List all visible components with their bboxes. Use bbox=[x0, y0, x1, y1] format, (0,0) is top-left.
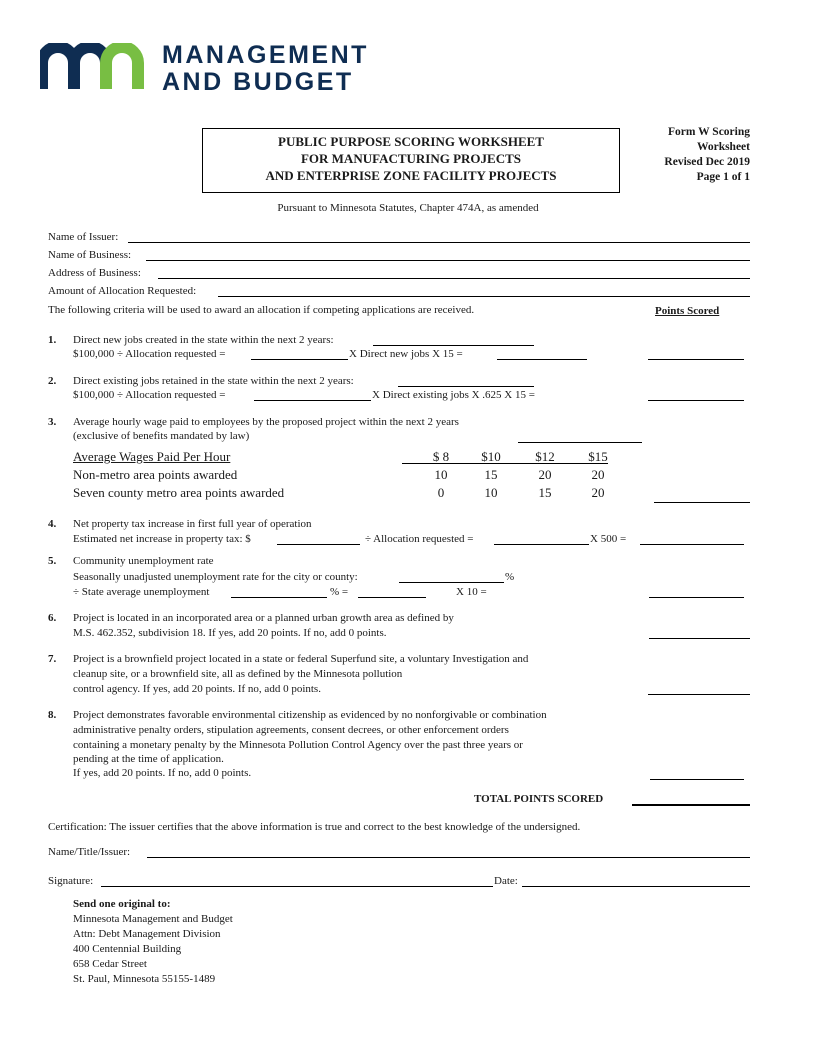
item-1-new-jobs-line[interactable] bbox=[373, 345, 534, 346]
title-line-2: FOR MANUFACTURING PROJECTS bbox=[300, 151, 522, 166]
send-line-1: Minnesota Management and Budget bbox=[73, 913, 233, 925]
statute-reference: Pursuant to Minnesota Statutes, Chapter 474A, as amended bbox=[277, 202, 539, 214]
item-8-text-3: containing a monetary penalty by the Minnesota Pollution Control Agency over the past three years or bbox=[73, 739, 523, 751]
item-8-number: 8. bbox=[48, 709, 57, 721]
criteria-intro: The following criteria will be used to award an allocation if competing applications are received. bbox=[48, 304, 475, 316]
business-input-line[interactable] bbox=[146, 260, 750, 261]
wage-col-3: $12 bbox=[535, 449, 555, 464]
mn-logo-icon bbox=[40, 43, 150, 91]
allocation-input-line[interactable] bbox=[218, 296, 750, 297]
item-6-text: Project is located in an incorporated area or a planned urban growth area as defined by bbox=[73, 612, 454, 624]
item-7-number: 7. bbox=[48, 653, 57, 665]
wage-row-2-label: Seven county metro area points awarded bbox=[73, 485, 285, 500]
item-1-points-line[interactable] bbox=[648, 359, 744, 360]
item-5-text: Community unemployment rate bbox=[73, 555, 214, 567]
item-8-text-5: If yes, add 20 points. If no, add 0 points. bbox=[73, 767, 252, 779]
item-5-points-line[interactable] bbox=[649, 597, 744, 598]
item-2-points-line[interactable] bbox=[648, 400, 744, 401]
item-1-formula-b: X Direct new jobs X 15 = bbox=[349, 348, 463, 360]
item-8-points-line[interactable] bbox=[650, 779, 744, 780]
item-4-formula-c: X 500 = bbox=[590, 533, 627, 545]
item-5-state-rate-line[interactable] bbox=[231, 597, 327, 598]
item-7-text: Project is a brownfield project located in a state or federal Superfund site, a voluntary Investigation and bbox=[73, 653, 529, 665]
form-id-line-2: Worksheet bbox=[696, 141, 750, 153]
item-3-number: 3. bbox=[48, 416, 57, 428]
issuer-input-line[interactable] bbox=[128, 242, 750, 243]
item-8-text: Project demonstrates favorable environmental citizenship as evidenced by no nonforgivable or combination bbox=[73, 709, 547, 721]
item-3-wage-line[interactable] bbox=[518, 442, 642, 443]
item-4-formula-a: Estimated net increase in property tax: $ bbox=[73, 533, 251, 545]
send-line-2: Attn: Debt Management Division bbox=[73, 928, 221, 940]
certification-text: Certification: The issuer certifies that the above information is true and correct to the best knowledge of the undersigned. bbox=[48, 821, 581, 833]
item-8-text-2: administrative penalty orders, stipulation agreements, consent decrees, or other enforcement orders bbox=[73, 724, 509, 736]
item-1-number: 1. bbox=[48, 334, 57, 346]
total-points-label: TOTAL POINTS SCORED bbox=[474, 793, 604, 805]
item-4-points-line[interactable] bbox=[640, 544, 744, 545]
item-1-formula-a: $100,000 ÷ Allocation requested = bbox=[73, 348, 226, 360]
item-2-formula-b: X Direct existing jobs X .625 X 15 = bbox=[372, 389, 535, 401]
send-line-3: 400 Centennial Building bbox=[73, 943, 182, 955]
wage-row-1-val-4: 20 bbox=[591, 467, 605, 482]
item-6-text-2: M.S. 462.352, subdivision 18. If yes, add 20 points. If no, add 0 points. bbox=[73, 627, 387, 639]
item-5-number: 5. bbox=[48, 555, 57, 567]
name-title-label: Name/Title/Issuer: bbox=[48, 846, 131, 858]
allocation-label: Amount of Allocation Requested: bbox=[48, 285, 197, 297]
wage-row-1-val-1: 10 bbox=[434, 467, 448, 482]
item-1-ratio-line[interactable] bbox=[251, 359, 348, 360]
wage-col-1: $ 8 bbox=[432, 449, 450, 464]
item-5-formula-a: Seasonally unadjusted unemployment rate for the city or county: bbox=[73, 571, 358, 583]
item-4-number: 4. bbox=[48, 518, 57, 530]
item-7-text-2: cleanup site, or a brownfield site, all as defined by the Minnesota pollution bbox=[73, 668, 403, 680]
item-2-text: Direct existing jobs retained in the state within the next 2 years: bbox=[73, 375, 354, 387]
total-points-line[interactable] bbox=[632, 804, 750, 806]
title-line-1: PUBLIC PURPOSE SCORING WORKSHEET bbox=[278, 134, 544, 149]
date-label: Date: bbox=[494, 875, 518, 887]
form-id-line-1: Form W Scoring bbox=[668, 126, 750, 138]
logo-wordmark bbox=[162, 42, 369, 96]
title-line-3: AND ENTERPRISE ZONE FACILITY PROJECTS bbox=[265, 168, 557, 183]
item-2-ratio-line[interactable] bbox=[254, 400, 371, 401]
address-label: Address of Business: bbox=[48, 267, 141, 279]
item-3-text: Average hourly wage paid to employees by the proposed project within the next 2 years bbox=[73, 416, 459, 428]
send-line-5: St. Paul, Minnesota 55155-1489 bbox=[73, 973, 216, 985]
date-line[interactable] bbox=[522, 886, 750, 887]
item-2-existing-jobs-line[interactable] bbox=[398, 386, 534, 387]
item-6-number: 6. bbox=[48, 612, 57, 624]
wage-row-1-val-2: 15 bbox=[484, 467, 498, 482]
wage-row-2-val-1: 0 bbox=[437, 485, 445, 500]
wage-row-2-val-4: 20 bbox=[591, 485, 605, 500]
item-3-text-2: (exclusive of benefits mandated by law) bbox=[73, 430, 250, 442]
points-scored-header: Points Scored bbox=[655, 305, 720, 317]
name-title-input-line[interactable] bbox=[147, 857, 750, 858]
item-1-text: Direct new jobs created in the state within the next 2 years: bbox=[73, 334, 334, 346]
issuer-label: Name of Issuer: bbox=[48, 231, 119, 243]
send-line-4: 658 Cedar Street bbox=[73, 958, 147, 970]
form-title-box bbox=[202, 128, 620, 193]
item-4-formula-b: ÷ Allocation requested = bbox=[365, 533, 474, 545]
business-label: Name of Business: bbox=[48, 249, 132, 261]
item-5-formula-d: X 10 = bbox=[456, 586, 487, 598]
item-8-text-4: pending at the time of application. bbox=[73, 753, 224, 765]
logo-line-1: MANAGEMENT bbox=[162, 41, 369, 69]
send-heading: Send one original to: bbox=[73, 898, 171, 910]
item-7-points-line[interactable] bbox=[648, 694, 750, 695]
item-6-points-line[interactable] bbox=[649, 638, 750, 639]
item-4-tax-line[interactable] bbox=[277, 544, 360, 545]
item-5-ratio-line[interactable] bbox=[358, 597, 426, 598]
wage-row-1-val-3: 20 bbox=[538, 467, 552, 482]
item-5-formula-b: ÷ State average unemployment bbox=[73, 586, 210, 598]
form-identifier bbox=[664, 125, 750, 185]
wage-row-1-label: Non-metro area points awarded bbox=[73, 467, 238, 482]
form-id-revision: Revised Dec 2019 bbox=[664, 156, 750, 168]
item-5-percent: % bbox=[505, 571, 515, 583]
wage-col-2: $10 bbox=[481, 449, 501, 464]
wage-row-2-val-3: 15 bbox=[538, 485, 552, 500]
signature-line[interactable] bbox=[101, 886, 493, 887]
item-5-formula-c: % = bbox=[330, 586, 349, 598]
wage-row-2-val-2: 10 bbox=[484, 485, 498, 500]
address-input-line[interactable] bbox=[158, 278, 750, 279]
form-id-page: Page 1 of 1 bbox=[696, 171, 750, 183]
item-4-text: Net property tax increase in first full year of operation bbox=[73, 518, 312, 530]
wage-table-header: Average Wages Paid Per Hour bbox=[73, 449, 231, 464]
logo-line-2: AND BUDGET bbox=[162, 68, 354, 96]
item-4-ratio-line[interactable] bbox=[494, 544, 589, 545]
wage-col-4: $15 bbox=[588, 449, 608, 464]
item-2-number: 2. bbox=[48, 375, 57, 387]
item-7-text-3: control agency. If yes, add 20 points. If no, add 0 points. bbox=[73, 683, 321, 695]
item-1-result-line[interactable] bbox=[497, 359, 587, 360]
item-5-local-rate-line[interactable] bbox=[399, 582, 504, 583]
item-3-points-line[interactable] bbox=[654, 502, 750, 503]
signature-label: Signature: bbox=[48, 875, 94, 887]
item-2-formula-a: $100,000 ÷ Allocation requested = bbox=[73, 389, 226, 401]
